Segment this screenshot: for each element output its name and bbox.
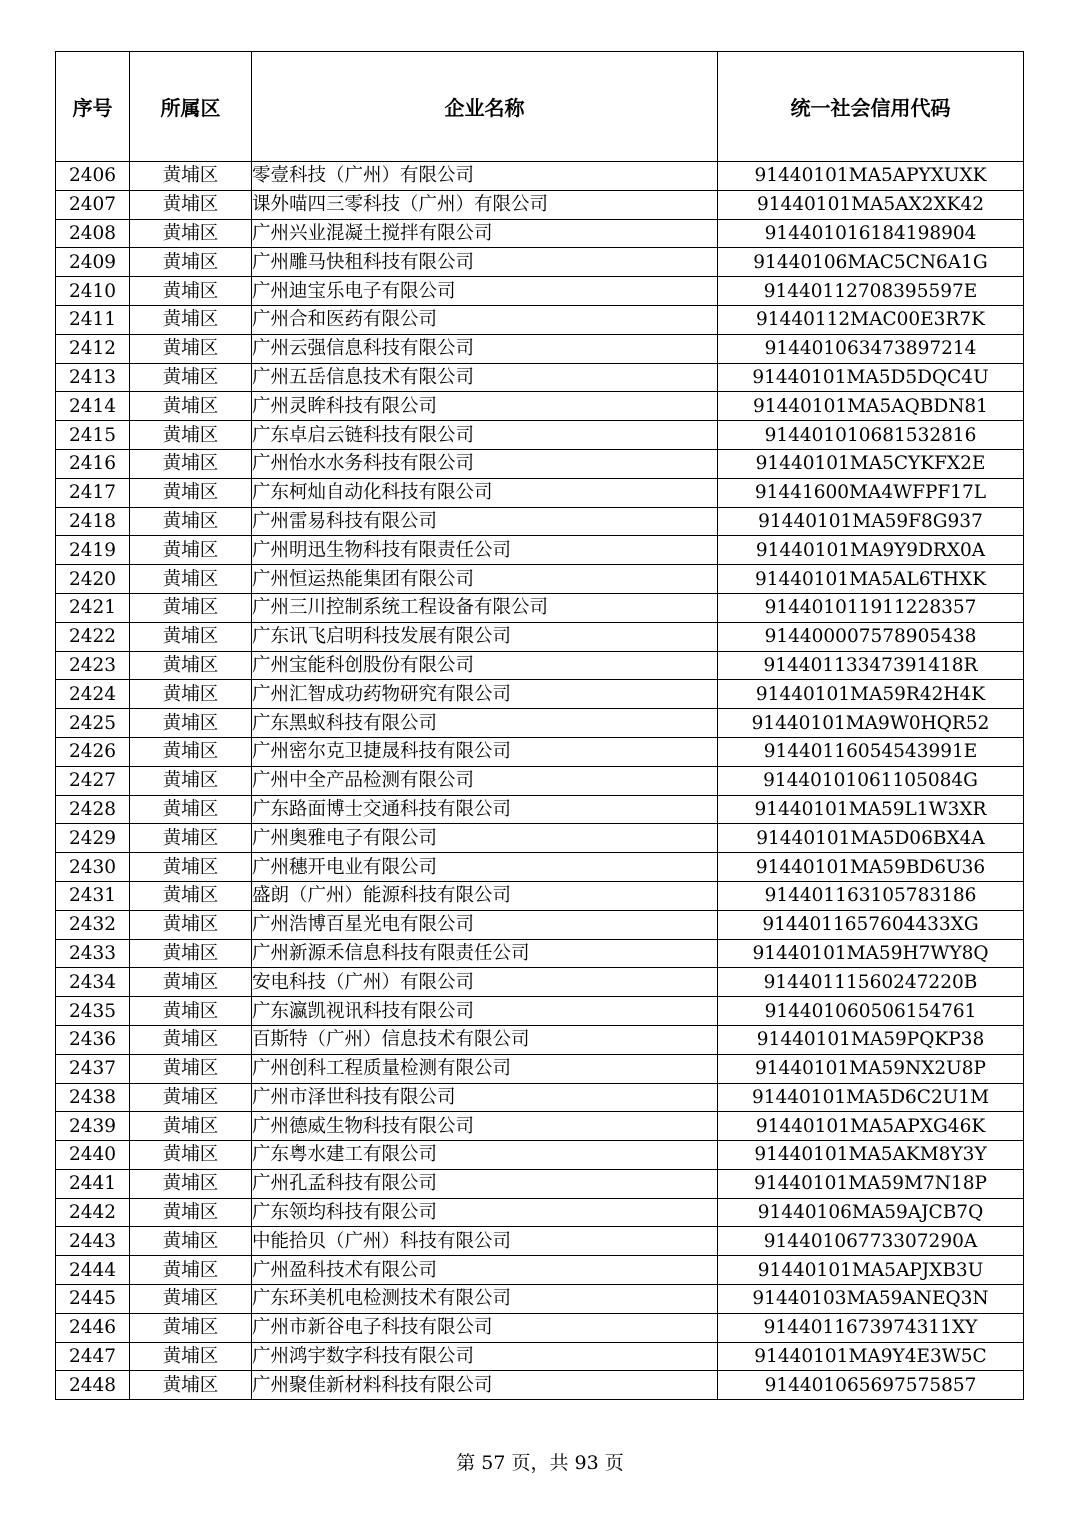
cell-district: 黄埔区 [130, 709, 252, 738]
cell-credit-code: 91440101MA59L1W3XR [718, 795, 1024, 824]
cell-credit-code: 91440101MA59H7WY8Q [718, 939, 1024, 968]
cell-serial-number: 2418 [56, 507, 130, 536]
cell-district: 黄埔区 [130, 1342, 252, 1371]
table-row [56, 449, 1024, 478]
cell-company-name: 广州中全产品检测有限公司 [252, 766, 718, 795]
cell-district: 黄埔区 [130, 651, 252, 680]
cell-serial-number: 2425 [56, 709, 130, 738]
cell-serial-number: 2446 [56, 1313, 130, 1342]
header-credit-code: 统一社会信用代码 [718, 52, 1024, 162]
cell-company-name: 广州鸿宇数字科技有限公司 [252, 1342, 718, 1371]
cell-credit-code: 91440101MA5AX2XK42 [718, 190, 1024, 219]
cell-serial-number: 2439 [56, 1112, 130, 1141]
table-row [56, 1313, 1024, 1342]
cell-district: 黄埔区 [130, 392, 252, 421]
cell-district: 黄埔区 [130, 248, 252, 277]
header-company-name: 企业名称 [252, 52, 718, 162]
cell-company-name: 广东柯灿自动化科技有限公司 [252, 478, 718, 507]
table-row [56, 1112, 1024, 1141]
table-row [56, 478, 1024, 507]
cell-serial-number: 2448 [56, 1371, 130, 1400]
cell-company-name: 广州汇智成功药物研究有限公司 [252, 680, 718, 709]
cell-company-name: 广州密尔克卫捷晟科技有限公司 [252, 737, 718, 766]
cell-serial-number: 2423 [56, 651, 130, 680]
cell-company-name: 广州穗开电业有限公司 [252, 853, 718, 882]
cell-company-name: 广东环美机电检测技术有限公司 [252, 1285, 718, 1314]
cell-serial-number: 2430 [56, 853, 130, 882]
table-row [56, 1227, 1024, 1256]
cell-serial-number: 2442 [56, 1198, 130, 1227]
cell-district: 黄埔区 [130, 190, 252, 219]
cell-district: 黄埔区 [130, 1256, 252, 1285]
cell-credit-code: 91440106773307290A [718, 1227, 1024, 1256]
table-row [56, 248, 1024, 277]
cell-company-name: 广州恒运热能集团有限公司 [252, 565, 718, 594]
cell-company-name: 广东领均科技有限公司 [252, 1198, 718, 1227]
cell-district: 黄埔区 [130, 1313, 252, 1342]
table-row [56, 766, 1024, 795]
table-row [56, 1141, 1024, 1170]
cell-company-name: 广州兴业混凝土搅拌有限公司 [252, 219, 718, 248]
cell-company-name: 盛朗（广州）能源科技有限公司 [252, 881, 718, 910]
cell-credit-code: 91440101MA5CYKFX2E [718, 449, 1024, 478]
table-row [56, 392, 1024, 421]
cell-company-name: 广州迪宝乐电子有限公司 [252, 277, 718, 306]
cell-serial-number: 2426 [56, 737, 130, 766]
cell-credit-code: 91440101MA5AKM8Y3Y [718, 1141, 1024, 1170]
cell-district: 黄埔区 [130, 737, 252, 766]
cell-credit-code: 91440101MA5AQBDN81 [718, 392, 1024, 421]
cell-company-name: 广州奥雅电子有限公司 [252, 824, 718, 853]
cell-district: 黄埔区 [130, 766, 252, 795]
cell-district: 黄埔区 [130, 1198, 252, 1227]
cell-serial-number: 2408 [56, 219, 130, 248]
cell-district: 黄埔区 [130, 1141, 252, 1170]
cell-district: 黄埔区 [130, 507, 252, 536]
cell-credit-code: 91440112708395597E [718, 277, 1024, 306]
cell-serial-number: 2415 [56, 421, 130, 450]
cell-company-name: 中能拾贝（广州）科技有限公司 [252, 1227, 718, 1256]
cell-serial-number: 2444 [56, 1256, 130, 1285]
table-row [56, 593, 1024, 622]
cell-district: 黄埔区 [130, 1227, 252, 1256]
cell-district: 黄埔区 [130, 305, 252, 334]
table-row [56, 536, 1024, 565]
cell-credit-code: 914401011911228357 [718, 593, 1024, 622]
cell-company-name: 广州浩博百星光电有限公司 [252, 910, 718, 939]
cell-company-name: 广东卓启云链科技有限公司 [252, 421, 718, 450]
cell-credit-code: 91441600MA4WFPF17L [718, 478, 1024, 507]
cell-credit-code: 914401010681532816 [718, 421, 1024, 450]
cell-credit-code: 914401163105783186 [718, 881, 1024, 910]
cell-company-name: 广州德威生物科技有限公司 [252, 1112, 718, 1141]
table-row [56, 939, 1024, 968]
cell-serial-number: 2433 [56, 939, 130, 968]
table-row [56, 1285, 1024, 1314]
cell-credit-code: 91440101MA9Y4E3W5C [718, 1342, 1024, 1371]
cell-district: 黄埔区 [130, 478, 252, 507]
cell-serial-number: 2406 [56, 162, 130, 191]
cell-serial-number: 2410 [56, 277, 130, 306]
cell-serial-number: 2424 [56, 680, 130, 709]
cell-serial-number: 2441 [56, 1169, 130, 1198]
cell-serial-number: 2417 [56, 478, 130, 507]
table-row [56, 997, 1024, 1026]
cell-credit-code: 914401063473897214 [718, 334, 1024, 363]
cell-serial-number: 2437 [56, 1054, 130, 1083]
cell-company-name: 广州市新谷电子科技有限公司 [252, 1313, 718, 1342]
cell-serial-number: 2411 [56, 305, 130, 334]
table-row [56, 1169, 1024, 1198]
table-row [56, 1198, 1024, 1227]
cell-credit-code: 91440101MA5D06BX4A [718, 824, 1024, 853]
cell-district: 黄埔区 [130, 162, 252, 191]
table-row [56, 1371, 1024, 1400]
cell-credit-code: 91440101MA9W0HQR52 [718, 709, 1024, 738]
cell-district: 黄埔区 [130, 795, 252, 824]
cell-serial-number: 2413 [56, 363, 130, 392]
cell-company-name: 广州云强信息科技有限公司 [252, 334, 718, 363]
cell-company-name: 广州合和医药有限公司 [252, 305, 718, 334]
cell-credit-code: 91440112MAC00E3R7K [718, 305, 1024, 334]
table-row [56, 680, 1024, 709]
cell-district: 黄埔区 [130, 622, 252, 651]
cell-district: 黄埔区 [130, 565, 252, 594]
cell-company-name: 广州宝能科创股份有限公司 [252, 651, 718, 680]
header-district: 所属区 [130, 52, 252, 162]
cell-district: 黄埔区 [130, 536, 252, 565]
table-row [56, 651, 1024, 680]
cell-serial-number: 2409 [56, 248, 130, 277]
cell-company-name: 广州创科工程质量检测有限公司 [252, 1054, 718, 1083]
cell-company-name: 广州五岳信息技术有限公司 [252, 363, 718, 392]
cell-credit-code: 91440101061105084G [718, 766, 1024, 795]
cell-district: 黄埔区 [130, 1025, 252, 1054]
cell-serial-number: 2434 [56, 968, 130, 997]
table-row [56, 622, 1024, 651]
table-row [56, 190, 1024, 219]
table-row [56, 824, 1024, 853]
cell-credit-code: 91440101MA59R42H4K [718, 680, 1024, 709]
cell-serial-number: 2447 [56, 1342, 130, 1371]
table-row [56, 795, 1024, 824]
cell-district: 黄埔区 [130, 997, 252, 1026]
cell-district: 黄埔区 [130, 449, 252, 478]
cell-credit-code: 91440101MA59M7N18P [718, 1169, 1024, 1198]
cell-district: 黄埔区 [130, 1169, 252, 1198]
cell-credit-code: 91440106MAC5CN6A1G [718, 248, 1024, 277]
table-row [56, 219, 1024, 248]
cell-credit-code: 91440101MA9Y9DRX0A [718, 536, 1024, 565]
cell-credit-code: 9144011657604433XG [718, 910, 1024, 939]
cell-credit-code: 9144011673974311XY [718, 1313, 1024, 1342]
table-row [56, 162, 1024, 191]
table-row [56, 565, 1024, 594]
cell-credit-code: 91440101MA59BD6U36 [718, 853, 1024, 882]
cell-credit-code: 91440101MA5APXG46K [718, 1112, 1024, 1141]
cell-company-name: 广州怡水水务科技有限公司 [252, 449, 718, 478]
cell-company-name: 课外喵四三零科技（广州）有限公司 [252, 190, 718, 219]
cell-serial-number: 2431 [56, 881, 130, 910]
table-row [56, 737, 1024, 766]
cell-company-name: 百斯特（广州）信息技术有限公司 [252, 1025, 718, 1054]
cell-district: 黄埔区 [130, 1083, 252, 1112]
cell-serial-number: 2440 [56, 1141, 130, 1170]
cell-district: 黄埔区 [130, 277, 252, 306]
cell-credit-code: 91440101MA5D5DQC4U [718, 363, 1024, 392]
cell-serial-number: 2428 [56, 795, 130, 824]
cell-credit-code: 914401065697575857 [718, 1371, 1024, 1400]
cell-district: 黄埔区 [130, 1285, 252, 1314]
cell-credit-code: 91440111560247220B [718, 968, 1024, 997]
cell-company-name: 广州灵眸科技有限公司 [252, 392, 718, 421]
table-header-row [56, 52, 1024, 162]
cell-company-name: 广东瀛凯视讯科技有限公司 [252, 997, 718, 1026]
cell-credit-code: 91440103MA59ANEQ3N [718, 1285, 1024, 1314]
cell-credit-code: 914401060506154761 [718, 997, 1024, 1026]
table-row [56, 881, 1024, 910]
cell-district: 黄埔区 [130, 910, 252, 939]
table-row [56, 305, 1024, 334]
cell-company-name: 广东讯飞启明科技发展有限公司 [252, 622, 718, 651]
cell-serial-number: 2422 [56, 622, 130, 651]
table-row [56, 421, 1024, 450]
table-row [56, 334, 1024, 363]
cell-district: 黄埔区 [130, 334, 252, 363]
cell-credit-code: 91440101MA59PQKP38 [718, 1025, 1024, 1054]
table-row [56, 968, 1024, 997]
page-number: 第 57 页，共 93 页 [456, 1452, 624, 1474]
table-row [56, 363, 1024, 392]
table-row [56, 507, 1024, 536]
cell-serial-number: 2427 [56, 766, 130, 795]
cell-company-name: 安电科技（广州）有限公司 [252, 968, 718, 997]
cell-company-name: 零壹科技（广州）有限公司 [252, 162, 718, 191]
cell-serial-number: 2414 [56, 392, 130, 421]
cell-district: 黄埔区 [130, 881, 252, 910]
cell-district: 黄埔区 [130, 421, 252, 450]
table-row [56, 853, 1024, 882]
cell-serial-number: 2445 [56, 1285, 130, 1314]
table-row [56, 1025, 1024, 1054]
cell-serial-number: 2432 [56, 910, 130, 939]
cell-credit-code: 91440101MA59NX2U8P [718, 1054, 1024, 1083]
cell-credit-code: 91440106MA59AJCB7Q [718, 1198, 1024, 1227]
cell-credit-code: 914401016184198904 [718, 219, 1024, 248]
cell-credit-code: 91440101MA59F8G937 [718, 507, 1024, 536]
cell-company-name: 广州三川控制系统工程设备有限公司 [252, 593, 718, 622]
cell-credit-code: 914400007578905438 [718, 622, 1024, 651]
cell-serial-number: 2436 [56, 1025, 130, 1054]
cell-district: 黄埔区 [130, 939, 252, 968]
cell-serial-number: 2420 [56, 565, 130, 594]
table-row [56, 277, 1024, 306]
cell-district: 黄埔区 [130, 824, 252, 853]
cell-district: 黄埔区 [130, 680, 252, 709]
cell-company-name: 广州盈科技术有限公司 [252, 1256, 718, 1285]
cell-credit-code: 91440101MA5AL6THXK [718, 565, 1024, 594]
cell-company-name: 广州孔孟科技有限公司 [252, 1169, 718, 1198]
enterprise-table [55, 51, 1024, 1400]
cell-serial-number: 2429 [56, 824, 130, 853]
cell-company-name: 广州聚佳新材料科技有限公司 [252, 1371, 718, 1400]
cell-credit-code: 91440101MA5D6C2U1M [718, 1083, 1024, 1112]
cell-district: 黄埔区 [130, 1371, 252, 1400]
cell-district: 黄埔区 [130, 1054, 252, 1083]
table-row [56, 709, 1024, 738]
table-body [56, 162, 1024, 1400]
cell-district: 黄埔区 [130, 1112, 252, 1141]
cell-district: 黄埔区 [130, 363, 252, 392]
cell-company-name: 广州雕马快租科技有限公司 [252, 248, 718, 277]
cell-company-name: 广东粤水建工有限公司 [252, 1141, 718, 1170]
cell-company-name: 广东路面博士交通科技有限公司 [252, 795, 718, 824]
cell-district: 黄埔区 [130, 219, 252, 248]
cell-credit-code: 91440116054543991E [718, 737, 1024, 766]
cell-serial-number: 2443 [56, 1227, 130, 1256]
cell-company-name: 广州雷易科技有限公司 [252, 507, 718, 536]
cell-district: 黄埔区 [130, 968, 252, 997]
cell-district: 黄埔区 [130, 853, 252, 882]
header-serial-number: 序号 [56, 52, 130, 162]
cell-district: 黄埔区 [130, 593, 252, 622]
cell-credit-code: 91440101MA5APJXB3U [718, 1256, 1024, 1285]
cell-company-name: 广州市泽世科技有限公司 [252, 1083, 718, 1112]
cell-serial-number: 2438 [56, 1083, 130, 1112]
cell-company-name: 广东黑蚁科技有限公司 [252, 709, 718, 738]
table-row [56, 1256, 1024, 1285]
cell-serial-number: 2416 [56, 449, 130, 478]
table-row [56, 1083, 1024, 1112]
cell-serial-number: 2421 [56, 593, 130, 622]
cell-serial-number: 2435 [56, 997, 130, 1026]
cell-serial-number: 2419 [56, 536, 130, 565]
cell-credit-code: 9144011334739141​8R [718, 651, 1024, 680]
cell-serial-number: 2407 [56, 190, 130, 219]
cell-serial-number: 2412 [56, 334, 130, 363]
cell-credit-code: 91440101MA5APYXUXK [718, 162, 1024, 191]
table-row [56, 910, 1024, 939]
table-row [56, 1342, 1024, 1371]
cell-company-name: 广州新源禾信息科技有限责任公司 [252, 939, 718, 968]
table-row [56, 1054, 1024, 1083]
cell-company-name: 广州明迅生物科技有限责任公司 [252, 536, 718, 565]
